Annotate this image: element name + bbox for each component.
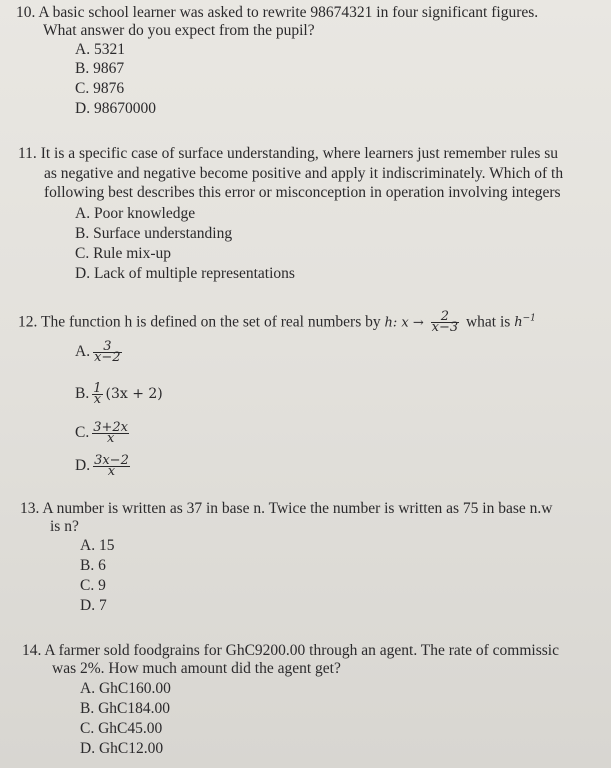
question-10-line-1: [16, 4, 538, 22]
question-10-option-b: B. 9867: [75, 60, 125, 77]
question-12-stem: [18, 309, 536, 336]
question-text: A farmer sold foodgrains for GhC9200.00 through an agent. The rate of commissic: [44, 642, 559, 659]
question-14-option-c: C. GhC45.00: [80, 720, 163, 737]
question-12-option-a: A. $\frac{3}{x-2}$: [75, 339, 121, 365]
question-text: It is a specific case of surface understanding, where learners just remember rules su: [40, 145, 559, 162]
question-number: 12.: [18, 313, 38, 331]
question-12-option-c: C. $\frac{3+2x}{x}$: [75, 420, 128, 446]
question-14-option-d: D. GhC12.00: [80, 740, 164, 757]
function-mapping: h: x →: [384, 315, 424, 331]
question-number: 11.: [18, 145, 37, 162]
question-13-line-2: is n?: [50, 518, 79, 535]
question-number: 10.: [16, 4, 36, 21]
fraction-denominator: x−3: [431, 320, 459, 336]
question-11-option-a: A. Poor knowledge: [75, 205, 196, 222]
question-11-line-3: following best describes this error or misconception in operation involving integers: [44, 184, 561, 201]
question-13-option-c: C. 9: [80, 577, 106, 594]
question-10-line-2: What answer do you expect from the pupil?: [43, 22, 315, 39]
question-14-line-1: [22, 642, 559, 660]
question-10-option-a: A. 5321: [75, 41, 125, 58]
question-14-option-b: B. GhC184.00: [80, 700, 171, 717]
question-11-option-b: B. Surface understanding: [75, 225, 233, 242]
question-12-option-d: D. $\frac{3x-2}{x}$: [75, 453, 129, 479]
inverse-function: $h^{-1}$: [514, 314, 536, 331]
question-10-option-c: C. 9876: [75, 80, 125, 97]
option-expression: (3x + 2): [105, 386, 163, 403]
fraction: $\frac{3}{x-2}$: [94, 339, 121, 365]
question-11-option-c: C. Rule mix-up: [75, 245, 172, 262]
question-13-option-d: D. 7: [80, 597, 107, 614]
question-14-option-a: A. GhC160.00: [80, 680, 171, 697]
question-number: 14.: [22, 642, 42, 659]
question-13-line-1: [20, 500, 552, 518]
question-10-option-d: D. 98670000: [75, 100, 156, 117]
question-text: A basic school learner was asked to rewrite 98674321 in four significant figures.: [38, 4, 539, 21]
question-text: A number is written as 37 in base n. Twice the number is written as 75 in base n.w: [42, 500, 553, 517]
question-13-option-a: A. 15: [80, 537, 115, 554]
question-14-line-2: was 2%. How much amount did the agent get?: [52, 660, 341, 677]
question-13-option-b: B. 6: [80, 557, 106, 574]
question-text-tail: what is: [465, 313, 511, 331]
question-11-option-d: D. Lack of multiple representations: [75, 265, 295, 282]
fraction: $\frac{3x-2}{x}$: [94, 453, 129, 479]
question-11-line-2: as negative and negative become positive and apply it indiscriminately. Which of th: [44, 165, 564, 182]
fraction: [431, 309, 460, 336]
question-11-line-1: [18, 145, 558, 163]
question-number: 13.: [20, 500, 40, 517]
question-text: The function h is defined on the set of real numbers by: [40, 313, 381, 331]
fraction-numerator: 2: [431, 312, 460, 323]
fraction: $\frac{3+2x}{x}$: [93, 420, 128, 446]
fraction: $\frac{1}{x}$: [93, 381, 102, 407]
question-12-option-b: B. $\frac{1}{x}$ (3x + 2): [75, 381, 163, 407]
